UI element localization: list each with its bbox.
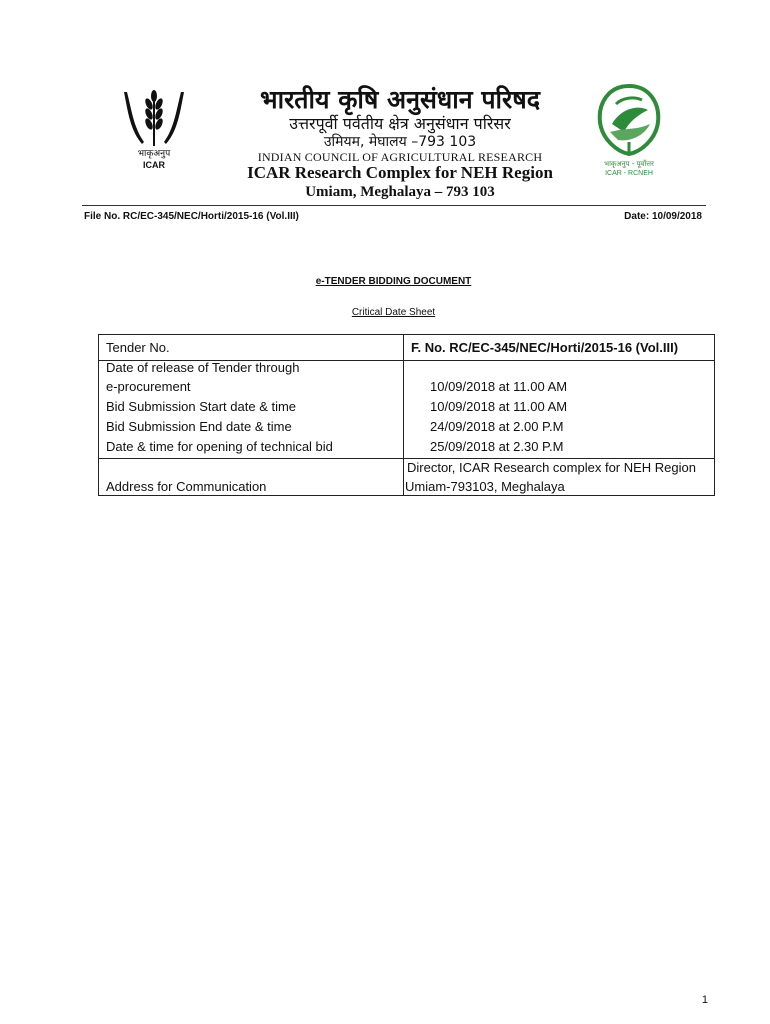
council-name: INDIAN COUNCIL OF AGRICULTURAL RESEARCH [257,150,543,164]
letterhead-divider [82,205,706,206]
address-value-line1: Director, ICAR Research complex for NEH Region [407,460,696,475]
bid-end-value: 24/09/2018 at 2.00 P.M [430,419,564,434]
hindi-location: उमियम, मेघालय –793 103 [323,134,477,150]
rcneh-logo-caption-hindi: भाकृअनुप - पूर्वोत्तर [604,160,654,168]
tender-no-value: F. No. RC/EC-345/NEC/Horti/2015-16 (Vol.III) [411,340,679,355]
hindi-title: भारतीय कृषि अनुसंधान परिषद [260,85,540,114]
page-number: 1 [701,994,708,1006]
tech-bid-opening-value: 25/09/2018 at 2.30 P.M [430,439,564,454]
complex-name: ICAR Research Complex for NEH Region [247,163,553,182]
bid-start-value: 10/09/2018 at 11.00 AM [430,399,568,414]
complex-location: Umiam, Meghalaya – 793 103 [305,184,495,200]
icar-logo-caption: ICAR [143,160,165,170]
document-subtitle: Critical Date Sheet [351,307,436,318]
release-date-label-line2: e-procurement [106,379,191,394]
address-label: Address for Communication [106,479,267,494]
file-number: File No. RC/EC-345/NEC/Horti/2015-16 (Vol.III) [84,211,299,222]
release-date-value: 10/09/2018 at 11.00 AM [430,379,568,394]
bid-end-label: Bid Submission End date & time [106,419,292,434]
tender-no-label: Tender No. [106,340,170,355]
table-column-divider [403,335,404,495]
icar-logo-caption-hindi: भाकृअनुप [137,149,171,159]
hindi-subtitle: उत्तरपूर्वी पर्वतीय क्षेत्र अनुसंधान परिसर [289,114,511,133]
tech-bid-opening-label: Date & time for opening of technical bid [106,439,333,454]
address-value-line2: Umiam-793103, Meghalaya [405,479,565,494]
release-date-label-line1: Date of release of Tender through [106,360,300,375]
document-date: Date: 10/09/2018 [624,211,702,222]
critical-date-table [98,334,715,496]
rcneh-logo-caption: ICAR - RCNEH [605,170,653,177]
bid-start-label: Bid Submission Start date & time [106,399,297,414]
document-title: e-TENDER BIDDING DOCUMENT [315,276,472,287]
